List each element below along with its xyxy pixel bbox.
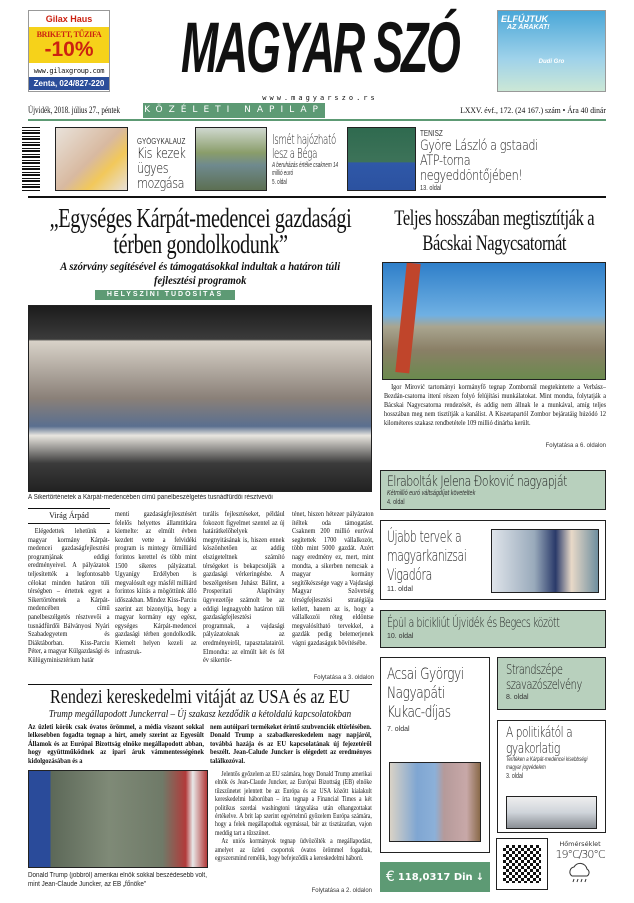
weather (552, 840, 608, 891)
canal-photo[interactable] (382, 262, 606, 380)
ad-gilax[interactable] (28, 10, 110, 92)
date: Újvidék, 2018. július 27., péntek (28, 105, 121, 115)
ad-phone: Zenta, 024/827-220 (29, 77, 109, 90)
ad-url: www.gilaxgroup.com (33, 67, 105, 75)
teaser-label: GYÓGYKALAUZ (137, 137, 186, 146)
box-page: 8. oldal (506, 694, 529, 701)
box-title: Strandszépe szavazószelvény (506, 663, 582, 693)
box-page: 10. oldal (387, 633, 414, 640)
exchange-value: 118,0317 Din (397, 871, 473, 883)
barcode (22, 127, 40, 191)
lead-caption: A Sikertörténetek a Kárpát-medencében című panelbeszélgetés tusnádfürdői résztvevői (28, 494, 273, 501)
issue-info: LXXV. évf., 172. (24 167.) szám • Ára 40 dinár (460, 105, 606, 115)
teaser-photo-hands[interactable] (55, 127, 128, 191)
box-title: Elrabolták Jelena Đoković nagyapját (387, 474, 567, 490)
lead-subtitle: A szórvány segítésével és támogatásokkal indultak a határon túli fejlesztési programok (60, 259, 341, 287)
box-page: 4. oldal (387, 499, 405, 506)
weather-label: Hőmérséklet (559, 840, 601, 848)
canal-continued[interactable]: Folytatása a 6. oldalon (545, 443, 606, 449)
ad-discount: -10% (44, 38, 94, 61)
ad-headline: ELFÚJTUK (501, 14, 548, 24)
box-page: 11. oldal (387, 586, 413, 593)
teaser-title: Ismét hajózható lesz a Béga (272, 133, 336, 162)
divider (28, 119, 606, 121)
side-box-vigado[interactable] (380, 520, 606, 600)
teaser-1[interactable] (137, 137, 201, 192)
lead-headline[interactable]: „Egységes Kárpát-medencei gazdasági térben gondolkodunk” (49, 203, 352, 259)
vigado-photo (491, 529, 599, 593)
euro-icon: € (385, 869, 395, 885)
teaser-title: Kis kezek ügyes mozgása (137, 146, 186, 192)
lead-column: menti gazdaságfejlesztésért felelős helyettes államtitkára kiemelte: az elmúlt évben kezdett vette a felvidéki program is mintegy ötmilliárd forintos kerettel és több mint 1500 sikeres pályázattal. Ugyanígy Erdélyben is megvalósult egy másfél milliárd forintos kiírás a mögöttünk álló időszakban. Mindez Kiss-Parciu szerint azt bizonyítja, hogy a magyar kormány egy egész, egységes Kárpát-medencei gazdasági térben gondolkodik. Kiemelt helyen kezeli az infrastruk- (115, 509, 197, 656)
tagline: KÖZÉLETI NAPILAP (143, 103, 325, 118)
divider (28, 196, 606, 198)
politika-photo (506, 796, 597, 829)
box-title: A politikától a gyakorlatig (506, 725, 573, 757)
teaser-page: 13. oldal (420, 185, 442, 192)
lead-continued[interactable]: Folytatása a 3. oldalon (313, 675, 374, 681)
lead-label: HELYSZÍNI TUDÓSÍTÁS (95, 290, 235, 300)
ad-dudi[interactable] (497, 10, 606, 92)
side-box-acsai[interactable] (380, 657, 490, 853)
ad-subline: AZ ÁRAKAT! (507, 24, 550, 31)
newspaper-logo: MAGYAR SZÓ (180, 8, 459, 88)
trade-lead-left: Az üzleti körök csak óvatos örömmel, a média viszont sokkal lelkesebben fogadta tegnap a hírt, amely szerint az Egyesült Államok és az Európai Bizottság elnöke megállapodott abban, hogy együttműködnek az ipari áruk vámmentességének kidolgozásában és a (28, 722, 204, 765)
teaser-photo-tennis[interactable] (347, 127, 416, 191)
ad-brand: Gilax Haus (45, 14, 93, 24)
trade-caption: Donald Trump (jobbról) amerikai elnök sokkal beszédesebb volt, mint Jean-Claude Juncker, az EB „főnöke” (28, 872, 207, 888)
lead-column: Elégedettek lehetünk a magyar kormány Kárpát-medencei gazdaságfejlesztési programjának eddigi eredményeivel. A pályázatok teljesítették a legfontosabb célokat minden határon túli térségben – értettek egyet a Sikertörténetek a Kárpát-medencében című panelbeszélgetés résztvevői a tusnádfürdői Bálványosi Nyári Szabadegyetem és Diáktáborban. Kiss-Parciu Péter, a magyar Külgazdasági és Külügyminisztérium határ (28, 526, 110, 664)
teaser-label: TENISZ (420, 129, 443, 138)
side-box-bicikliut[interactable] (380, 610, 606, 648)
acsai-photo (389, 762, 481, 842)
canal-body: Igor Mirović tartományi kormányfő tegnap Zombornál megtekintette a Verbász–Bezdán-csatorna ittení részen folyó felújítási munkálatokat. Mint mondta, folytatják a Bácskai Nagycsatorna rendezését, és addig nem állnak le a munkával, amíg teljes hosszában meg nem tisztítják a kanálist. A Kiszetapartól Zombor bejáratáig húzódó 12 kilométeres szakasz rendbetétele 109 millió dinárba került. (384, 383, 606, 427)
teaser-photo-bega[interactable] (195, 127, 267, 191)
side-box-strandszepe[interactable] (497, 657, 606, 710)
teaser-title: Györe László a gstaadi ATP-torna negyeddöntőjében! (420, 138, 538, 184)
ad-headline: BRIKETT, TŰZIFA (36, 30, 102, 39)
teaser-2[interactable] (272, 134, 345, 187)
trade-photo-trump-juncker[interactable] (28, 770, 208, 868)
box-title: Épül a bicikliút Újvidék és Begecs között (387, 615, 560, 631)
teaser-3[interactable] (420, 129, 540, 193)
teaser-page: 5. oldal (272, 179, 287, 186)
side-box-politika[interactable] (497, 720, 606, 833)
box-page: 3. oldal (506, 773, 524, 780)
ad-brand: Dudi Gro (538, 59, 565, 65)
lead-photo-panel[interactable] (28, 305, 372, 492)
canal-headline[interactable]: Teljes hosszában megtisztítják a Bácskai Nagycsatornát (394, 205, 595, 255)
trade-lead-right: nem autóipari termékeket érintő szubvenciók eltörlésében. Donald Trump a szabadkereskedelem nagy napjáról, továbbá hazája és az EU kapcsolatának új fejezetéről beszélt. Jean-Calude Juncker is elégedett az eredményes találkozóval. (210, 722, 372, 765)
trade-body: Jelentős győzelem az EU számára, hogy Donald Trump amerikai elnök és Jean-Claude Juncker, az Európai Bizottság (EB) elnöke tűzszünetet jelentett be az Európa és az USA között kialakult kereskedelmi háborúban – írta tegnap a Financial Times a két politikus szerdai washingtoni tárgyalása után elhangzottakat értékelve. A brit lap szerint egyértelmű győzelem Európa számára, hogy a felek megállapodtak egymással, bár az tisztázatlan, vajon meddig tart a tűzszünet. Az uniós kormányok tegnap üdvözölték a megállapodást, amelyet az üzleti csoportok óvatos örömmel fogadtak, egyszersmind remélik, hogy befejeződik a kereskedelmi háború. (215, 770, 372, 863)
divider (28, 684, 372, 685)
trade-subtitle: Trump megállapodott Junckerral – Új szakasz kezdődik a kétoldalú kapcsolatokban (48, 709, 352, 720)
trade-headline[interactable]: Rendezi kereskedelmi vitáját az USA és az EU (50, 686, 350, 708)
box-page: 7. oldal (387, 726, 410, 733)
box-subtitle: Terítéken a Kárpát-medencei kisebbségi magyar jogvédelem (506, 757, 588, 771)
exchange-rate (380, 862, 490, 892)
weather-value: 19°C/30°C (555, 848, 605, 861)
cloud-rain-icon (566, 862, 594, 886)
trade-continued[interactable]: Folytatása a 2. oldalon (311, 888, 372, 894)
box-title: Acsai Györgyi Nagyapáti Kukac-díjas (387, 664, 464, 721)
website-url[interactable]: www.magyarszo.rs (262, 94, 378, 102)
box-subtitle: Kétmillió euró váltságdíjat követeltek (387, 490, 476, 497)
qr-code[interactable] (496, 838, 548, 890)
side-box-djokovic[interactable] (380, 470, 606, 510)
box-title: Újabb tervek a magyarkanizsai Vigadóra (387, 527, 467, 584)
lead-column: turális fejlesztéseket, például fokozott figyelmet szentel az új határátkelőhelyek megnyitásának is, hiszen ennek köszönhetően az addig elszigeteltnek számító térségeket is bekapcsolják a gazdasági vérkeringésbe. A beszélgetésen Juhász Bálint, a Prosperitati Alapítvány ügyvezetője számolt be az eddigi legnagyobb határon túli gazdaságfejlesztési programnak, a vajdasági pályázatoknak az eredményeiről, tapasztalatairól. Elmondta: az elmúlt két és fél év sikertör- (203, 509, 285, 665)
lead-author: Virág Árpád (28, 508, 110, 524)
teaser-subtitle: A beruházás értéke csaknem 14 millió euró (272, 162, 339, 177)
arrow-down-icon: ↓ (475, 871, 485, 883)
lead-column: ténet, hiszen hétezer pályázaton ítéltek oda támogatást. Csaknem 200 millió euróval segítettek 1700 vállalkozót, több mint 5000 gazdát. Azért nagy eredmény ez, mert, mint mondta, a sikerben nemcsak a magyar kormány segítőkészsége vagy a Vajdasági Magyar Szövetség térségfejlesztési stratégiája kellett, hanem az is, hogy a vállalkozói réteg eldöntse megvalósítható tervekkel, a gazdák pedig belemerjenek vágni gazdaságuk bővítésébe. (292, 509, 374, 647)
